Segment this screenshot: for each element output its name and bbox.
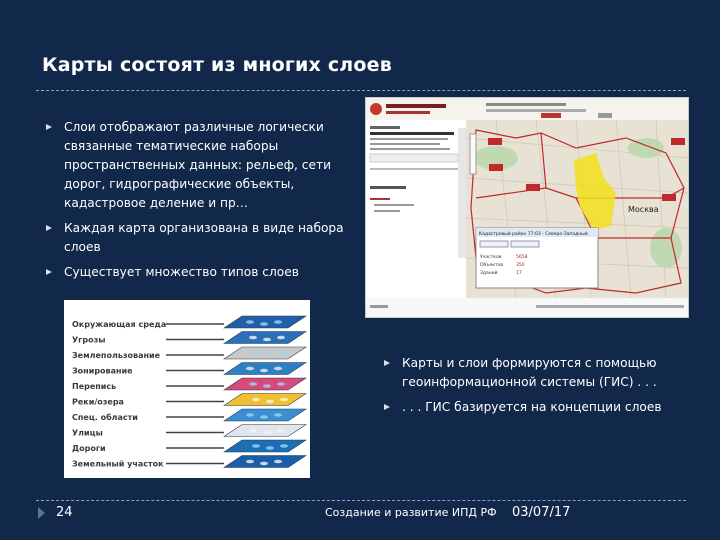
layer-label: Угрозы <box>72 335 106 345</box>
layer-pattern <box>280 351 288 355</box>
logo-icon <box>370 103 382 115</box>
layer-plate <box>224 316 306 328</box>
layer-pattern <box>277 429 285 433</box>
layer-plate <box>224 456 306 468</box>
bullet-text: Существует множество типов слоев <box>64 265 299 279</box>
layer-label: Землепользование <box>72 351 161 360</box>
layer-pattern <box>260 369 268 373</box>
page-number: 24 <box>56 505 73 520</box>
city-label: Москва <box>628 205 659 214</box>
footer-arrow-icon <box>38 507 45 519</box>
layer-label: Перепись <box>72 382 117 391</box>
layer-pattern <box>246 460 254 464</box>
layers-illustration <box>64 300 310 478</box>
layer-plate <box>224 409 306 421</box>
cadastral-map-screenshot <box>365 97 689 318</box>
layer-pattern <box>274 460 282 464</box>
layer-pattern <box>246 320 254 324</box>
layer-pattern <box>246 367 254 371</box>
layer-pattern <box>263 384 271 388</box>
layer-label: Реки/озера <box>72 397 124 407</box>
slide-title: Карты состоят из многих слоев <box>42 54 392 76</box>
svg-text:Кадастровый район 77:03 - Севе: Кадастровый район 77:03 - Северо-Западный <box>479 232 588 237</box>
layer-plate <box>224 394 306 406</box>
svg-text:Участков: Участков <box>480 255 502 260</box>
layer-pattern <box>274 320 282 324</box>
bullet-item <box>46 118 346 213</box>
bullet-item <box>46 219 346 257</box>
layer-label: Спец. области <box>72 413 138 422</box>
right-bullet-list <box>384 354 684 423</box>
layer-plate <box>224 332 306 344</box>
layer-pattern <box>277 382 285 386</box>
bullet-text: Каждая карта организована в виде набора слоев <box>64 221 344 254</box>
layer-pattern <box>252 444 260 448</box>
top-divider <box>36 90 686 91</box>
bullet-marker-icon <box>46 225 52 231</box>
svg-text:Зданий: Зданий <box>480 271 498 276</box>
layer-pattern <box>246 413 254 417</box>
layer-pattern <box>249 429 257 433</box>
layer-label: Окружающая среда <box>72 320 167 329</box>
layer-pattern <box>249 336 257 340</box>
layer-plate <box>224 347 306 359</box>
layer-pattern <box>266 353 274 357</box>
layer-pattern <box>260 462 268 466</box>
layer-label: Улицы <box>72 428 103 438</box>
bullet-marker-icon <box>384 360 390 366</box>
bullet-text: Слои отображают различные логически связанные тематические наборы пространственных данных: рельеф, сети дорог, гидрографические объекты, кадастровое деление и пр… <box>64 120 332 210</box>
svg-text:5658: 5658 <box>516 255 528 260</box>
layer-label: Зонирование <box>72 366 133 376</box>
layer-pattern <box>249 382 257 386</box>
svg-text:Объектов: Объектов <box>480 263 504 268</box>
layer-pattern <box>266 446 274 450</box>
gis-layers-diagram <box>64 300 310 478</box>
bullet-text: Карты и слои формируются с помощью геоинформационной системы (ГИС) . . . <box>402 356 657 389</box>
left-bullet-list <box>46 118 346 288</box>
layer-pattern <box>274 367 282 371</box>
layer-pattern <box>260 415 268 419</box>
bullet-item <box>46 263 346 282</box>
bullet-marker-icon <box>46 269 52 275</box>
layer-label: Дороги <box>72 444 106 453</box>
svg-text:350: 350 <box>516 263 525 268</box>
bullet-marker-icon <box>46 124 52 130</box>
layer-plate <box>224 363 306 375</box>
bullet-item <box>384 354 684 392</box>
bullet-text: . . . ГИС базируется на концепции слоев <box>402 400 662 414</box>
layer-pattern <box>277 336 285 340</box>
layer-pattern <box>280 444 288 448</box>
layer-plate <box>224 440 306 452</box>
layer-pattern <box>263 338 271 342</box>
layer-pattern <box>274 413 282 417</box>
bullet-item <box>384 398 684 417</box>
layer-pattern <box>266 400 274 404</box>
layer-pattern <box>280 398 288 402</box>
layer-pattern <box>252 351 260 355</box>
layer-label: Земельный участок <box>72 459 164 469</box>
bullet-marker-icon <box>384 404 390 410</box>
layer-pattern <box>263 431 271 435</box>
svg-text:17: 17 <box>516 271 522 276</box>
footer-caption: Создание и развитие ИПД РФ <box>325 506 497 519</box>
layer-plate <box>224 378 306 390</box>
layer-pattern <box>260 322 268 326</box>
bottom-divider <box>36 500 686 501</box>
layer-pattern <box>252 398 260 402</box>
footer-date: 03/07/17 <box>512 505 571 520</box>
map-image <box>366 98 688 317</box>
layer-plate <box>224 425 306 437</box>
